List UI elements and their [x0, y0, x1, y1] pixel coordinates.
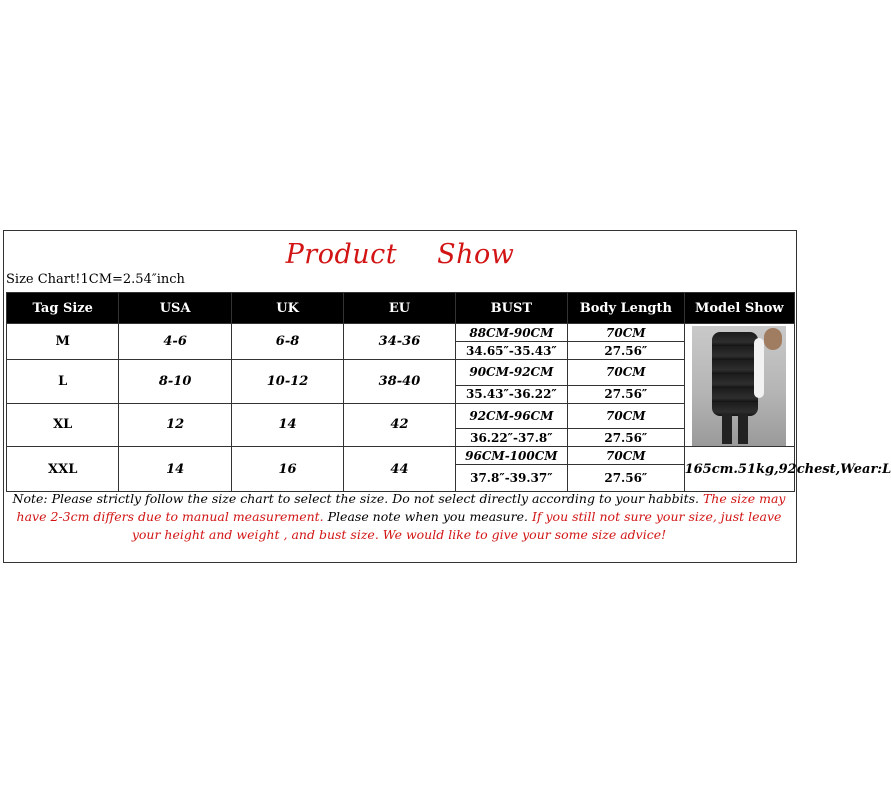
table-row: [7, 360, 795, 386]
usa-cell: 4-6: [119, 324, 231, 360]
usa-cell: 8-10: [119, 360, 231, 404]
length-cm-cell: 70CM: [568, 324, 685, 342]
table-row: [7, 324, 795, 342]
title-word-product: Product: [285, 239, 398, 270]
bust-cm-cell: 92CM-96CM: [455, 403, 567, 429]
size-note: [8, 490, 790, 544]
length-cm-cell: 70CM: [568, 447, 685, 465]
size-table: [6, 292, 891, 492]
model-info: 165cm.51kg,92chest,Wear:L: [684, 447, 794, 492]
bust-cm-cell: 90CM-92CM: [455, 360, 567, 386]
note-warning: The size may have 2-3cm differs due to manual measurement.: [16, 491, 786, 524]
usa-cell: 14: [119, 447, 231, 492]
length-cm-cell: 70CM: [568, 403, 685, 429]
tag-size-cell: L: [7, 360, 119, 404]
note-advice: If you still not sure your size, just leave your height and weight , and bust size. We would like to give your some size advice!: [131, 509, 782, 542]
length-cm-cell: 70CM: [568, 360, 685, 386]
eu-cell: 34-36: [344, 324, 455, 360]
eu-cell: 44: [344, 447, 455, 492]
model-photo: [692, 326, 786, 446]
header-bust: BUST: [455, 293, 567, 324]
header-usa: USA: [119, 293, 231, 324]
header-row: [7, 293, 795, 324]
uk-cell: 10-12: [231, 360, 343, 404]
note-text: Please note when you measure.: [327, 509, 528, 524]
header-uk: UK: [231, 293, 343, 324]
uk-cell: 14: [231, 403, 343, 447]
title-word-show: Show: [437, 239, 515, 270]
size-chart: [3, 230, 891, 563]
bust-cm-cell: 96CM-100CM: [455, 447, 567, 465]
uk-cell: 6-8: [231, 324, 343, 360]
table-row: [7, 403, 795, 429]
bust-inch-cell: 37.8″-39.37″: [455, 465, 567, 492]
uk-cell: 16: [231, 447, 343, 492]
model-photo-cell: [684, 324, 794, 447]
header-tag-size: Tag Size: [7, 293, 119, 324]
length-inch-cell: 27.56″: [568, 429, 685, 447]
unit-conversion: Size Chart!1CM=2.54″inch: [6, 272, 185, 287]
tag-size-cell: M: [7, 324, 119, 360]
chart-title: [4, 235, 796, 275]
tag-size-cell: XXL: [7, 447, 119, 492]
bust-inch-cell: 34.65″-35.43″: [455, 342, 567, 360]
eu-cell: 42: [344, 403, 455, 447]
header-model-show: Model Show: [684, 293, 794, 324]
length-inch-cell: 27.56″: [568, 385, 685, 403]
header-body-length: Body Length: [568, 293, 685, 324]
eu-cell: 38-40: [344, 360, 455, 404]
length-inch-cell: 27.56″: [568, 342, 685, 360]
tag-size-cell: XL: [7, 403, 119, 447]
table-row: [7, 447, 795, 465]
length-inch-cell: 27.56″: [568, 465, 685, 492]
usa-cell: 12: [119, 403, 231, 447]
bust-cm-cell: 88CM-90CM: [455, 324, 567, 342]
bust-inch-cell: 36.22″-37.8″: [455, 429, 567, 447]
header-eu: EU: [344, 293, 455, 324]
bust-inch-cell: 35.43″-36.22″: [455, 385, 567, 403]
note-text: Note: Please strictly follow the size chart to select the size. Do not select directly according to your habbits.: [12, 491, 699, 506]
